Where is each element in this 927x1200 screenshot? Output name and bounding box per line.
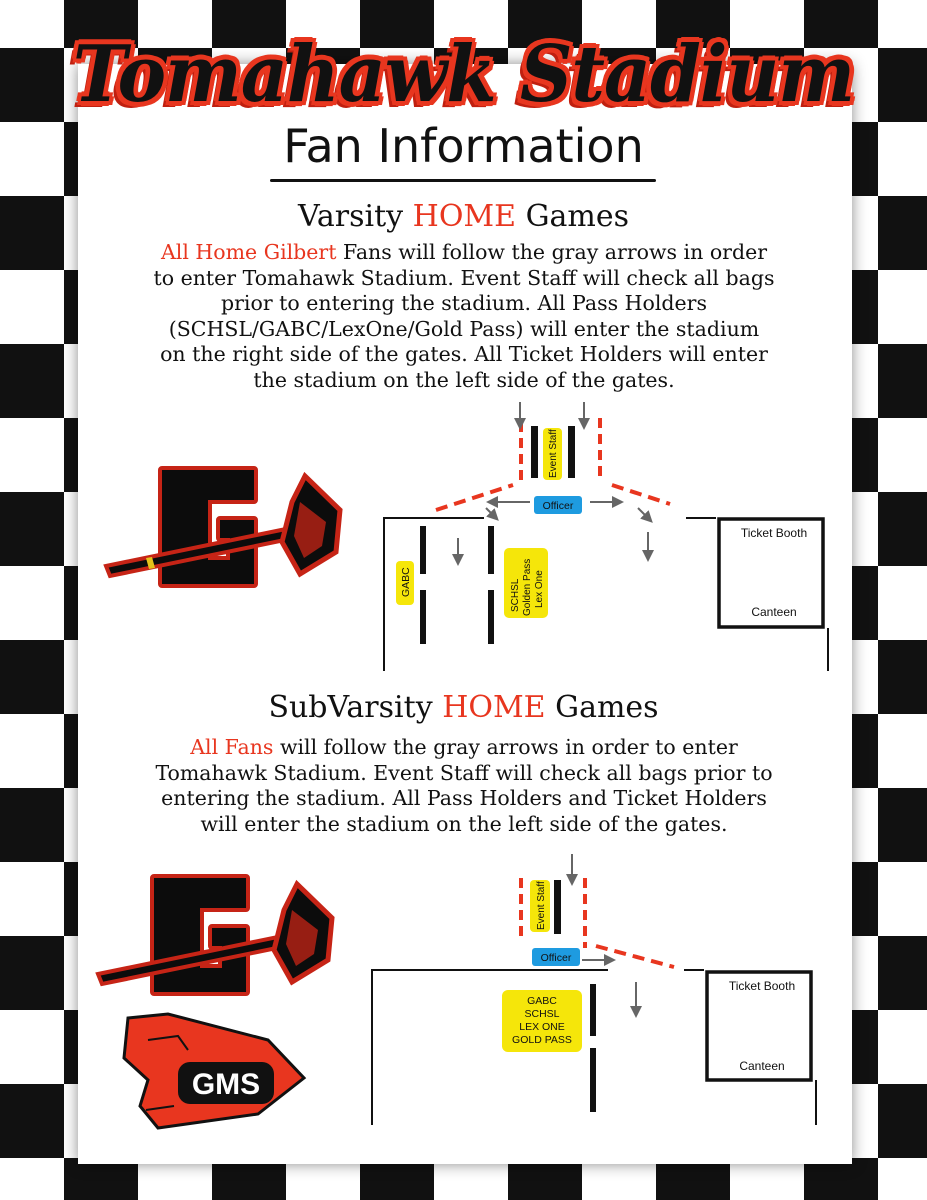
varsity-heading-prefix: Varsity [297, 199, 413, 234]
gate-bar [531, 426, 538, 478]
gate-bar [590, 984, 596, 1036]
varsity-para-line: the stadium on the left side of the gates. [253, 367, 675, 392]
pass-label-line: Golden Pass [522, 558, 533, 616]
varsity-para-line: Fans will follow the gray arrows in order [336, 240, 768, 264]
gate-bar [590, 1048, 596, 1112]
varsity-entry-diagram [380, 396, 840, 676]
canteen-label: Canteen [751, 605, 797, 619]
pass-label-line: LEX ONE [519, 1021, 565, 1033]
gilbert-g-letter: G [100, 462, 101, 463]
varsity-heading-suffix: Games [516, 199, 630, 234]
subvarsity-paragraph [84, 735, 844, 837]
subvarsity-heading-home: HOME [442, 690, 546, 725]
gms-logo [118, 1010, 308, 1130]
gate-bar [568, 426, 575, 478]
canteen-label: Canteen [739, 1059, 785, 1073]
ticket-booth-label: Ticket Booth [740, 526, 808, 540]
pass-label-line: Lex One [534, 570, 545, 608]
event-staff-label: Event Staff [548, 429, 559, 478]
gabc-label: GABC [400, 567, 412, 597]
subvarsity-heading-prefix: SubVarsity [268, 690, 443, 725]
gate-dashed-line [436, 485, 513, 510]
subvarsity-entry-diagram [368, 850, 828, 1130]
gilbert-g-logo [92, 870, 342, 995]
varsity-heading-home: HOME [412, 199, 517, 234]
gate-bar [420, 590, 426, 644]
subvarsity-heading [0, 690, 927, 725]
pass-label-line: SCHSL [524, 1008, 560, 1020]
page-subtitle: Fan Information [283, 119, 644, 173]
varsity-para-highlight: All Home Gilbert [160, 240, 337, 264]
flow-arrow [638, 508, 650, 520]
subvarsity-para-line: will follow the gray arrows in order to enter [273, 735, 738, 759]
subtitle-underline [270, 179, 656, 182]
pass-label-line: GOLD PASS [512, 1034, 572, 1046]
gms-text: GMS [191, 1068, 261, 1101]
officer-label: Officer [540, 952, 572, 964]
pass-label-line: GABC [527, 995, 557, 1007]
subvarsity-para-line: entering the stadium. All Pass Holders and Ticket Holders [161, 786, 767, 810]
subvarsity-para-line: Tomahawk Stadium. Event Staff will check all bags prior to [155, 760, 773, 785]
varsity-paragraph [84, 240, 844, 393]
subvarsity-heading-suffix: Games [545, 690, 659, 725]
varsity-para-line: to enter Tomahawk Stadium. Event Staff will check all bags [153, 265, 775, 290]
subvarsity-para-highlight: All Fans [190, 735, 274, 759]
page-title: Tomahawk Stadium [72, 29, 855, 120]
varsity-para-line: on the right side of the gates. All Ticket Holders will enter [160, 342, 768, 366]
gate-bar [420, 526, 426, 574]
gate-bar [488, 526, 494, 574]
varsity-para-line: prior to entering the stadium. All Pass Holders [221, 291, 707, 315]
officer-label: Officer [542, 500, 574, 512]
event-staff-label: Event Staff [536, 881, 547, 930]
flow-arrow [486, 508, 496, 518]
varsity-para-line: (SCHSL/GABC/LexOne/Gold Pass) will enter the stadium [168, 316, 760, 341]
subvarsity-para-line: will enter the stadium on the left side of the gates. [200, 811, 728, 836]
gilbert-g-logo [100, 462, 350, 587]
varsity-heading [0, 199, 927, 234]
gate-dashed-line [596, 946, 674, 967]
gate-bar [554, 880, 561, 934]
pass-label-line: SCHSL [510, 578, 521, 612]
ticket-booth-label: Ticket Booth [728, 979, 796, 993]
gate-bar [488, 590, 494, 644]
gate-dashed-line [612, 485, 670, 504]
